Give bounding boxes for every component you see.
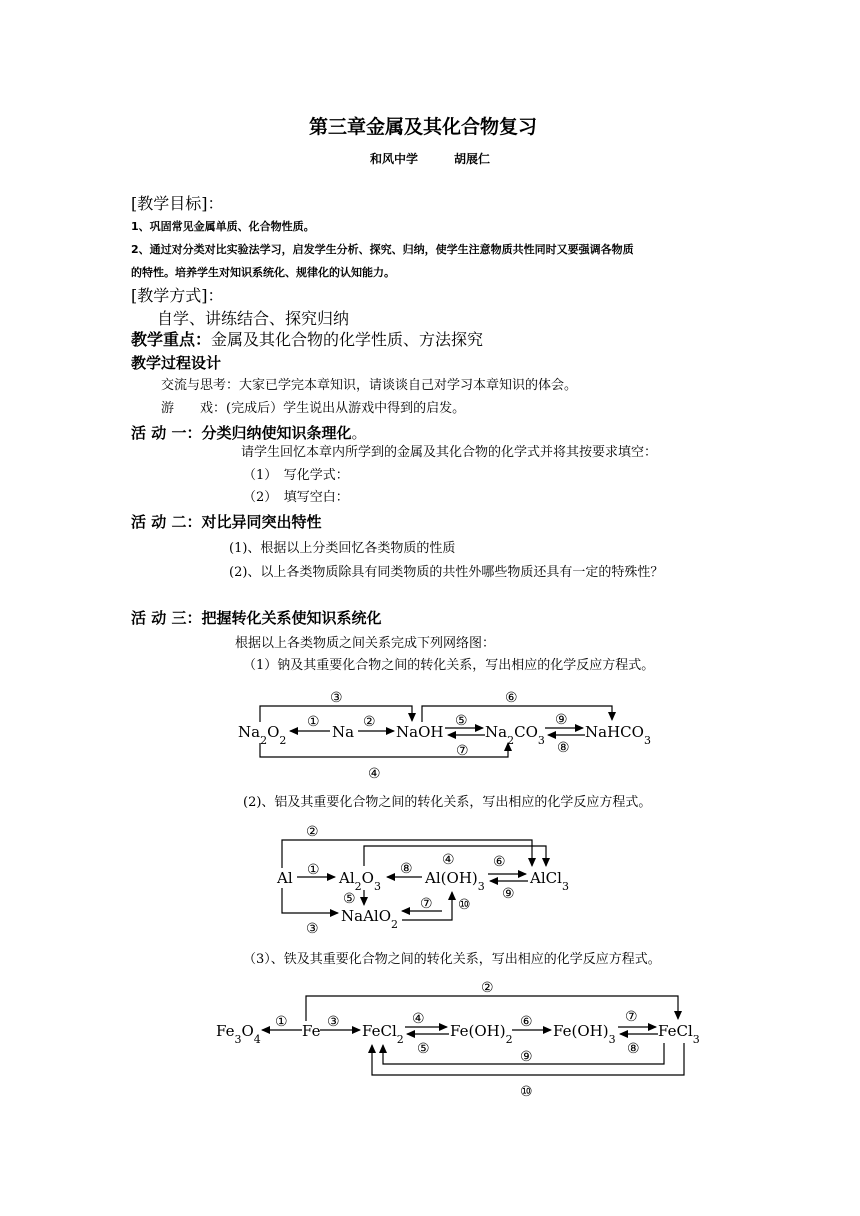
label-8: ⑧ bbox=[627, 1041, 640, 1057]
label-10: ⑩ bbox=[458, 897, 471, 913]
objectives-heading: [教学目标]： bbox=[131, 194, 224, 213]
node-feoh3: $Fe(OH)_3$ bbox=[553, 1022, 616, 1046]
activity2-step1: (1)、根据以上分类回忆各类物质的性质 bbox=[229, 541, 456, 556]
node-na2o2: $Na_2O_2$ bbox=[238, 723, 287, 747]
node-feoh2: $Fe(OH)_2$ bbox=[450, 1022, 513, 1046]
node-na2co3: $Na_2CO_3$ bbox=[485, 723, 545, 747]
label-1: ① bbox=[307, 862, 320, 878]
label-9: ⑨ bbox=[502, 886, 515, 902]
node-nahco3: NaHCO$_3$ bbox=[585, 723, 651, 747]
activity2-heading: 活 动 二：对比异同突出特性 bbox=[131, 513, 322, 531]
label-2: ② bbox=[481, 980, 494, 996]
activity1-label: 活 动 一：分类归纳使知识条理化 bbox=[131, 424, 352, 442]
methods-content: 自学、讲练结合、探究归纳 bbox=[157, 309, 350, 328]
node-na: Na bbox=[332, 723, 355, 741]
activity1-intro: 请学生回忆本章内所学到的金属及其化合物的化学式并将其按要求填空： bbox=[241, 445, 658, 460]
label-6: ⑥ bbox=[505, 690, 518, 706]
aluminum-caption: (2)、铝及其重要化合物之间的转化关系，写出相应的化学反应方程式。 bbox=[243, 795, 652, 810]
activity2-step2: (2)、以上各类物质除具有同类物质的共性外哪些物质还具有一定的特殊性？ bbox=[229, 565, 664, 580]
label-5: ⑤ bbox=[343, 891, 356, 907]
label-3: ③ bbox=[327, 1014, 340, 1030]
label-7: ⑦ bbox=[420, 896, 433, 912]
activity1-step2: （2） 填写空白： bbox=[243, 490, 349, 505]
methods-heading: [教学方式]： bbox=[131, 286, 224, 305]
activity1-end: 。 bbox=[351, 424, 367, 442]
node-fecl2: FeCl$_2$ bbox=[362, 1022, 404, 1046]
focus-label: 教学重点： bbox=[131, 330, 212, 349]
process-exchange: 交流与思考：大家已学完本章知识，请谈谈自己对学习本章知识的体会。 bbox=[161, 378, 578, 393]
label-1: ① bbox=[307, 714, 320, 730]
label-10: ⑩ bbox=[520, 1084, 533, 1100]
iron-caption: （3）、铁及其重要化合物之间的转化关系，写出相应的化学反应方程式。 bbox=[243, 952, 661, 967]
node-al2o3: $Al_2O_3$ bbox=[339, 869, 381, 893]
objective-item-2b: 的特性。培养学生对知识系统化、规律化的认知能力。 bbox=[131, 266, 395, 279]
page-title: 第三章金属及其化合物复习 bbox=[309, 116, 538, 138]
node-fecl3: FeCl$_3$ bbox=[658, 1022, 700, 1046]
label-5: ⑤ bbox=[455, 713, 468, 729]
label-8: ⑧ bbox=[400, 861, 413, 877]
label-5: ⑤ bbox=[417, 1041, 430, 1057]
label-7: ⑦ bbox=[625, 1009, 638, 1025]
label-3: ③ bbox=[330, 690, 343, 706]
focus-content: 金属及其化合物的化学性质、方法探究 bbox=[211, 330, 484, 349]
label-9: ⑨ bbox=[520, 1049, 533, 1065]
activity3-heading: 活 动 三：把握转化关系使知识系统化 bbox=[131, 609, 382, 627]
activity3-intro: 根据以上各类物质之间关系完成下列网络图： bbox=[235, 636, 496, 651]
node-naoh: NaOH bbox=[396, 723, 444, 741]
label-6: ⑥ bbox=[493, 854, 506, 870]
node-al: Al bbox=[277, 869, 293, 887]
node-alcl3: AlCl$_3$ bbox=[530, 869, 569, 893]
node-aloh3: $Al(OH)_3$ bbox=[425, 869, 485, 893]
process-game: 游 戏：(完成后）学生说出从游戏中得到的启发。 bbox=[161, 401, 466, 416]
node-fe3o4: $Fe_3O_4$ bbox=[216, 1022, 261, 1046]
label-9: ⑨ bbox=[555, 712, 568, 728]
label-8: ⑧ bbox=[557, 740, 570, 756]
label-2: ② bbox=[306, 824, 319, 840]
label-3: ③ bbox=[306, 921, 319, 937]
objective-item-2a: 2、通过对分类对比实验法学习，启发学生分析、探究、归纳，使学生注意物质共性同时又要强调各物质 bbox=[131, 243, 634, 256]
label-2: ② bbox=[363, 714, 376, 730]
author-line: 和风中学 胡展仁 bbox=[370, 152, 491, 166]
label-7: ⑦ bbox=[456, 743, 469, 759]
label-4: ④ bbox=[442, 852, 455, 868]
sodium-caption: （1）钠及其重要化合物之间的转化关系，写出相应的化学反应方程式。 bbox=[243, 658, 655, 673]
node-naalo2: NaAlO$_2$ bbox=[341, 907, 399, 931]
activity1-step1: （1） 写化学式： bbox=[243, 468, 349, 483]
process-heading: 教学过程设计 bbox=[131, 354, 222, 372]
node-fe: Fe bbox=[302, 1022, 321, 1040]
label-4: ④ bbox=[412, 1011, 425, 1027]
label-1: ① bbox=[275, 1014, 288, 1030]
label-4: ④ bbox=[368, 766, 381, 782]
label-6: ⑥ bbox=[520, 1014, 533, 1030]
objective-item-1: 1、巩固常见金属单质、化合物性质。 bbox=[131, 220, 315, 233]
